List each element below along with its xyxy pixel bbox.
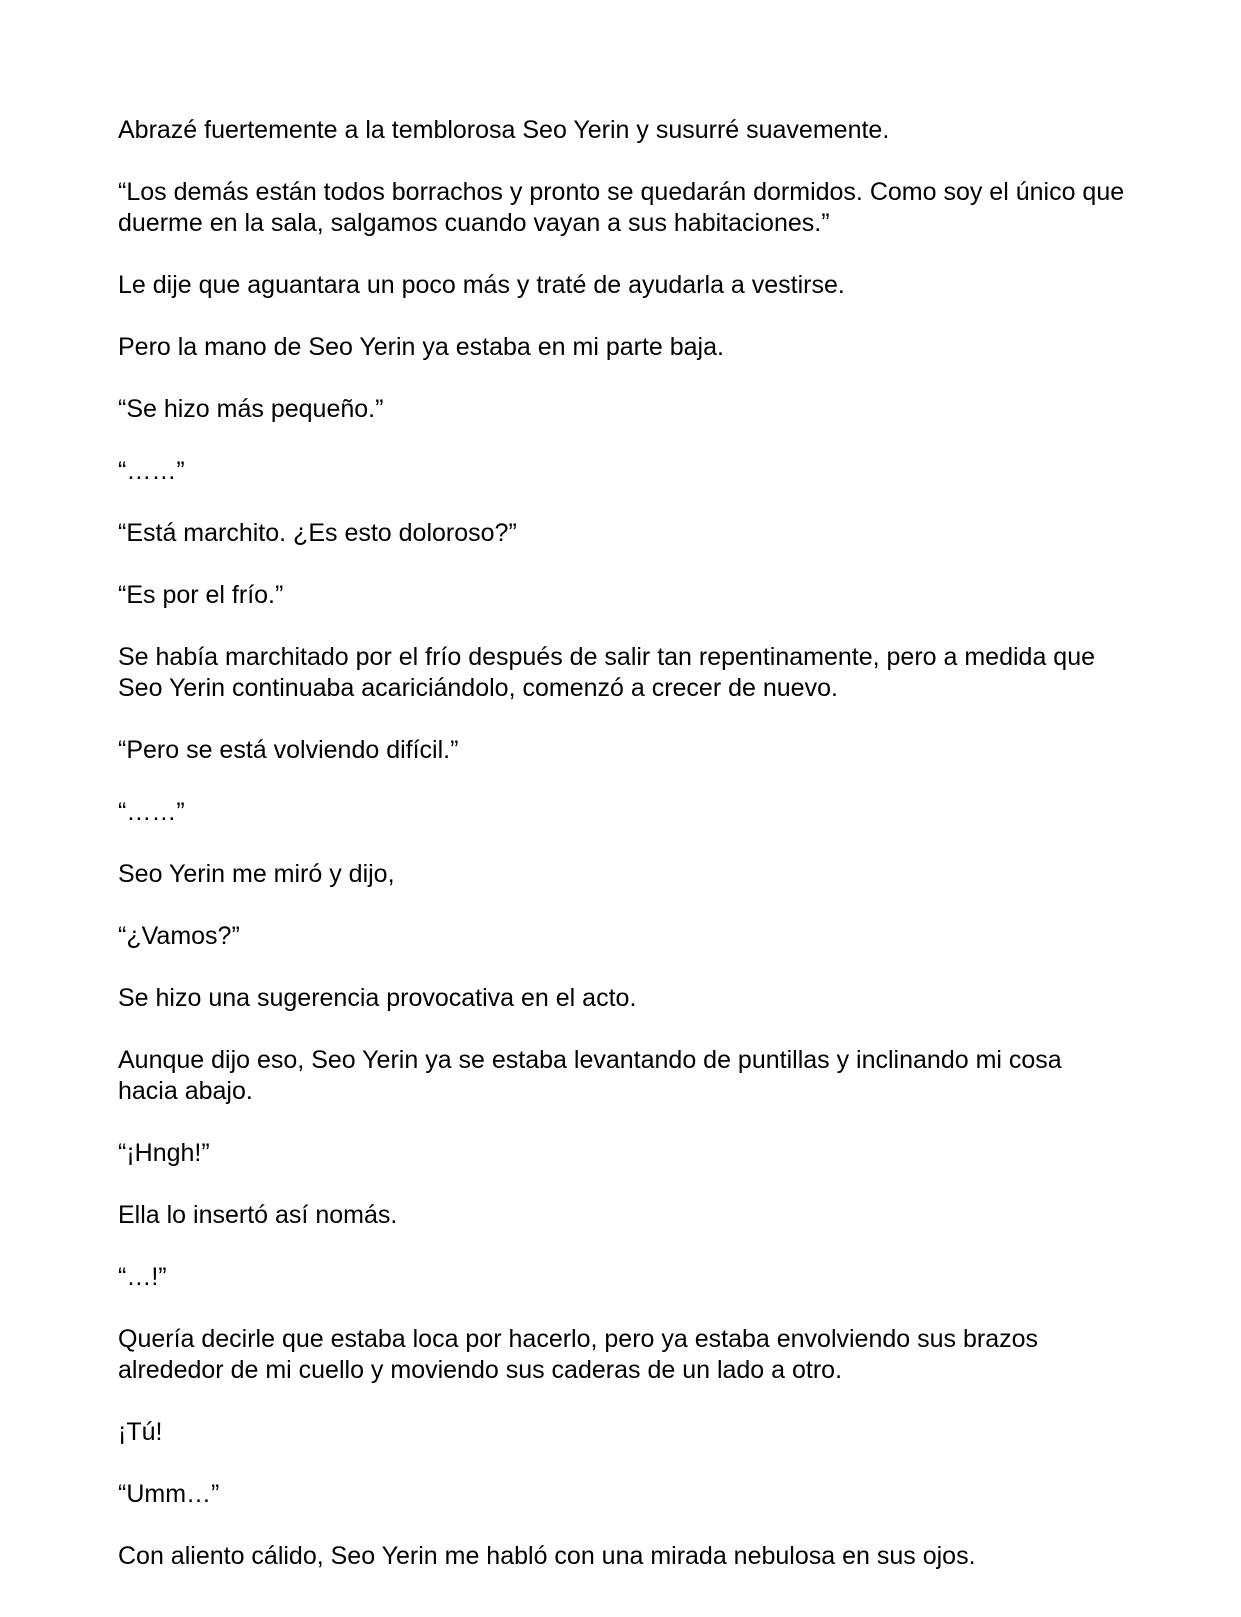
paragraph: “……” bbox=[118, 798, 185, 826]
paragraph: Le dije que aguantara un poco más y traté de ayudarla a vestirse. bbox=[118, 271, 845, 299]
paragraph: Se había marchitado por el frío después de salir tan repentinamente, pero a medida que Seo Yerin continuaba acariciándolo, comenzó a crecer de nuevo. bbox=[118, 643, 1096, 702]
paragraph: “Los demás están todos borrachos y pronto se quedarán dormidos. Como soy el único que duerme en la sala, salgamos cuando vayan a sus habitaciones.” bbox=[118, 178, 1125, 237]
paragraph: “Umm…” bbox=[118, 1480, 220, 1508]
document-body bbox=[118, 115, 1128, 1572]
paragraph: “Pero se está volviendo difícil.” bbox=[118, 736, 459, 764]
paragraph: Pero la mano de Seo Yerin ya estaba en mi parte baja. bbox=[118, 333, 724, 361]
paragraph: “Se hizo más pequeño.” bbox=[118, 395, 384, 423]
paragraph: ¡Tú! bbox=[118, 1418, 163, 1446]
paragraph: Se hizo una sugerencia provocativa en el acto. bbox=[118, 984, 637, 1012]
paragraph: Ella lo insertó así nomás. bbox=[118, 1201, 398, 1229]
paragraph: Quería decirle que estaba loca por hacerlo, pero ya estaba envolviendo sus brazos alrededor de mi cuello y moviendo sus caderas de un lado a otro. bbox=[118, 1325, 1039, 1384]
paragraph: “……” bbox=[118, 457, 185, 485]
paragraph: Con aliento cálido, Seo Yerin me habló con una mirada nebulosa en sus ojos. bbox=[118, 1542, 976, 1570]
paragraph: “Es por el frío.” bbox=[118, 581, 284, 609]
paragraph: Seo Yerin me miró y dijo, bbox=[118, 860, 395, 888]
paragraph: Abrazé fuertemente a la temblorosa Seo Yerin y susurré suavemente. bbox=[118, 116, 890, 144]
paragraph: “…!” bbox=[118, 1263, 167, 1291]
paragraph: “¿Vamos?” bbox=[118, 922, 240, 950]
paragraph: “¡Hngh!” bbox=[118, 1139, 210, 1167]
paragraph: “Está marchito. ¿Es esto doloroso?” bbox=[118, 519, 517, 547]
paragraph: Aunque dijo eso, Seo Yerin ya se estaba levantando de puntillas y inclinando mi cosa hacia abajo. bbox=[118, 1046, 1062, 1105]
